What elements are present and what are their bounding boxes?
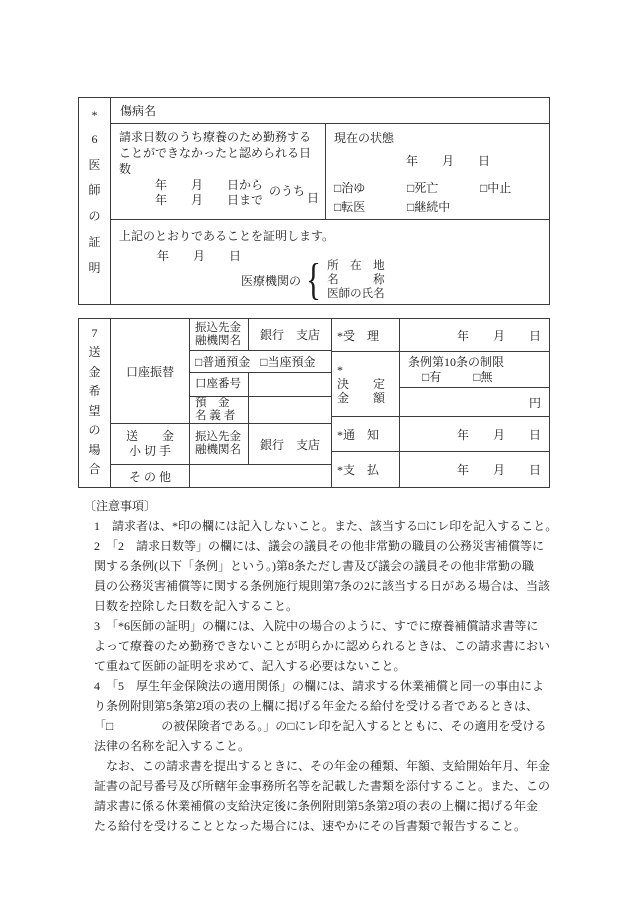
days-unable-cell (111, 124, 326, 219)
decided-amount-asterisk: * (337, 363, 343, 377)
note-line: 証書の記号番号及び所轄年金事務所名等を記載した書類を添付すること。また、この (94, 779, 551, 793)
remittance-check-label-line: 送 金 (125, 429, 174, 443)
doctor-cert-side-label (79, 98, 111, 304)
remittance-check-label (111, 424, 190, 464)
note-line: 「□ の被保険者である。」の□にレ印を記入するとともに、その適用を受ける (94, 719, 547, 733)
account-holder-label (190, 397, 249, 423)
received-row (332, 319, 549, 352)
checkbox-ordinary-deposit: □普通預金 (195, 355, 251, 369)
certify-statement: 上記のとおりであることを証明します。 (119, 229, 335, 243)
checkbox-cured: □治ゆ (334, 181, 366, 195)
note-line: 日数を控除した日数を記入すること。 (94, 599, 299, 613)
side-char: 6 (91, 131, 98, 146)
received-label (332, 319, 400, 351)
note-line: たる給付を受けることとなった場合には、速やかにその旨書類で報告すること。 (94, 819, 527, 833)
payee-bank-label-line: 融機関名 (195, 444, 241, 456)
account-transfer-fields (190, 319, 331, 423)
side-char: 金 (88, 364, 101, 379)
current-status-cell (326, 124, 549, 219)
side-char: 希 (88, 384, 101, 399)
remittance-check-block (111, 424, 331, 465)
bank-branch-text: 銀行 支店 (259, 328, 320, 342)
decided-amount-row (332, 352, 549, 417)
received-text: *受 理 (337, 328, 380, 343)
notified-row (332, 417, 549, 452)
remittance-check-label-line: 小 切 手 (128, 444, 171, 458)
decided-amount-label-line: 決 定 (337, 377, 386, 391)
notified-text: *通 知 (337, 427, 380, 442)
bank-branch-placeholder (249, 424, 331, 464)
checkbox-limit-no: □無 (473, 370, 493, 384)
side-char: 医 (88, 157, 101, 172)
medical-institution-block (241, 255, 385, 304)
ordinance-limit-checkboxes (422, 370, 549, 385)
notified-date-placeholder (400, 417, 549, 451)
account-holder-label-line: 名 義 者 (195, 410, 236, 422)
paid-label (332, 452, 400, 487)
notes-title: 〔注意事項〕 (84, 499, 157, 513)
date-to-placeholder: 年 月 日まで (155, 193, 264, 207)
note-line: 請求書に係る休業補償の支給決定後に条例附則第5条第2項の表の上欄に掲げる年金 (94, 799, 539, 813)
account-transfer-text: 口座振替 (125, 364, 174, 379)
other-label (111, 465, 190, 487)
side-char: 送 (88, 345, 101, 360)
ordinance-limit-title: 条例第10条の制限 (408, 355, 505, 369)
decided-amount-values (400, 352, 549, 416)
date-from-placeholder: 年 月 日から (155, 178, 264, 192)
account-number-row (190, 373, 331, 397)
checkbox-stopped: □中止 (480, 181, 512, 195)
notified-date-text: 年 月 日 (456, 427, 541, 442)
days-status-row (111, 124, 549, 219)
curly-brace-glyph: { (306, 255, 321, 304)
account-transfer-label (111, 319, 190, 423)
days-unable-text: 請求日数のうち療養のため勤務する (119, 130, 312, 144)
days-unable-text: 数 (119, 162, 132, 176)
medical-institution-label: 医療機関の (241, 273, 302, 288)
bank-branch-placeholder (249, 319, 331, 350)
remittance-left-section (111, 319, 332, 487)
side-char: * (91, 108, 98, 122)
checkbox-current-deposit: □当座預金 (260, 355, 316, 369)
note-line: り条例附則第5条第2項の表の上欄に掲げる年金たる給付を受ける者であるときは、 (94, 699, 539, 713)
received-date-text: 年 月 日 (456, 328, 541, 343)
note-line: 3 「*6医師の証明」の欄には、入院中の場合のように、すでに療養補償請求書等に (94, 619, 539, 633)
remittance-side-label (79, 319, 111, 487)
notified-label (332, 417, 400, 451)
certify-date-placeholder: 年 月 日 (157, 249, 242, 263)
note-line: なお、この請求書を提出するときに、その年金の種類、年額、支給開始年月、年金 (94, 759, 551, 773)
status-checkbox-row (334, 179, 541, 196)
injury-name-label: 傷病名 (120, 104, 157, 118)
doctor-certification-table (78, 97, 550, 305)
side-char: 望 (88, 403, 101, 418)
account-holder-label-line: 預 金 (195, 397, 230, 409)
org-name-label: 名 称 (327, 274, 385, 286)
ordinance-limit-cell (400, 352, 549, 388)
paid-row (332, 452, 549, 487)
account-transfer-block (111, 319, 331, 424)
received-date-placeholder (400, 319, 549, 351)
side-char: 師 (88, 183, 101, 198)
days-unable-text: ことができなかったと認められる日 (119, 146, 312, 160)
note-line: 法律の名称を記入すること。 (94, 739, 251, 753)
account-number-label (190, 373, 249, 396)
account-number-value (249, 373, 331, 396)
note-line: 2 「2 請求日数等」の欄には、議会の議員その他非常勤の職員の公務災害補償等に (94, 539, 545, 553)
payee-bank-label (190, 319, 249, 350)
side-char: 証 (88, 235, 101, 250)
paid-date-placeholder (400, 452, 549, 487)
doctor-cert-body (111, 98, 549, 304)
payee-bank-label-line: 振込先金 (195, 431, 241, 443)
note-line: 関する条例(以下「条例」という。)第8条ただし書及び議会の議員その他非常勤の職 (94, 559, 534, 573)
note-line: 4 「5 厚生年金保険法の適用関係」の欄には、請求する休業補償と同一の事由によ (94, 679, 545, 693)
notes-section (84, 496, 558, 836)
payee-bank-label-line: 振込先金 (195, 321, 241, 334)
decided-amount-label-line: 金 額 (337, 391, 386, 405)
account-holder-row (190, 397, 331, 423)
other-text: そ の 他 (128, 469, 171, 484)
status-checkbox-row (334, 198, 541, 215)
side-char: 明 (88, 260, 101, 275)
payee-bank-label-line: 融機関名 (195, 334, 241, 347)
checkbox-limit-yes: □有 (422, 370, 442, 384)
note-line: 員の公務災害補償等に関する条例施行規則第7条の2に該当する日がある場合は、当該 (94, 579, 551, 593)
note-line: 1 請求者は、*印の欄には記入しないこと。また、該当する□にレ印を記入すること。 (94, 519, 558, 533)
side-char: の (88, 209, 101, 224)
amount-yen-cell (400, 388, 549, 416)
decided-amount-label (332, 352, 400, 416)
other-value (190, 465, 331, 487)
payee-bank-row (190, 319, 331, 351)
account-number-text: 口座番号 (195, 378, 241, 390)
paid-date-text: 年 月 日 (456, 463, 541, 477)
org-address-label: 所 在 地 (327, 260, 385, 272)
paid-text: *支 払 (337, 463, 380, 477)
medical-institution-lines (327, 259, 385, 301)
side-char: 場 (88, 442, 101, 457)
side-char: の (88, 423, 101, 438)
yen-label: 円 (528, 395, 541, 410)
checkbox-death: □死亡 (407, 181, 439, 195)
remittance-table (78, 318, 550, 488)
of-which-label: のうち (268, 184, 305, 198)
remittance-right-section (332, 319, 549, 487)
doctor-name-label: 医師の氏名 (327, 288, 385, 300)
payee-bank-label (190, 424, 249, 464)
bank-branch-text: 銀行 支店 (259, 437, 320, 452)
account-holder-value (249, 397, 331, 423)
note-line: て重ねて医師の証明を求めて、記入する必要はないこと。 (94, 659, 406, 673)
status-date-placeholder: 年 月 日 (406, 154, 491, 168)
checkbox-continuing: □継続中 (407, 200, 451, 214)
side-char: 7 (91, 326, 98, 340)
injury-name-cell (111, 98, 549, 124)
other-block (111, 465, 331, 487)
note-line: よって療養のため勤務できないことが明らかに認められるときは、この請求書におい (94, 639, 551, 653)
side-char: 合 (88, 461, 101, 476)
certify-cell (111, 219, 549, 304)
deposit-type-row (190, 351, 331, 373)
day-count-placeholder: 日 (306, 191, 319, 205)
current-status-title: 現在の状態 (334, 131, 395, 145)
checkbox-transferred: □転医 (334, 200, 366, 214)
